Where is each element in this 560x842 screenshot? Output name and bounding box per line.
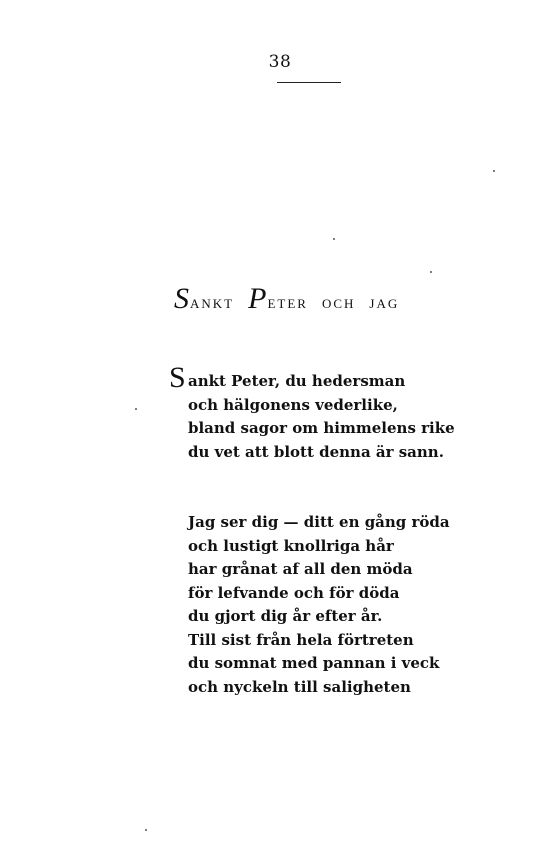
poem-title: [174, 284, 399, 314]
scan-speck: [333, 238, 335, 240]
scan-speck: [145, 829, 147, 831]
page-number: 38: [268, 52, 292, 72]
poem-line: och lustigt knollriga hår: [188, 536, 394, 555]
poem-line: [169, 361, 455, 394]
header-rule: [277, 82, 341, 83]
title-initial-p: P: [248, 282, 267, 315]
poem-line: och nyckeln till saligheten: [188, 677, 411, 696]
scan-speck: [135, 408, 137, 410]
scan-speck: [493, 170, 495, 172]
poem-line: du vet att blott denna är sann.: [188, 442, 444, 461]
poem-line: du somnat med pannan i veck: [188, 654, 440, 672]
title-word-sankt: ANKT: [190, 296, 235, 311]
poem-line: Till sist från hela förtreten: [188, 630, 414, 649]
stanza-1: [169, 361, 455, 464]
poem-line: för lefvande och för döda: [188, 583, 400, 602]
title-word-peter: ETER: [267, 296, 308, 311]
scan-speck: [430, 271, 432, 273]
poem-line: och hälgonens vederlike,: [188, 395, 398, 414]
title-initial-s: S: [174, 282, 189, 315]
title-word-och: OCH: [321, 296, 356, 311]
poem-line: har grånat af all den möda: [188, 560, 413, 578]
title-word-jag: JAG: [369, 296, 400, 311]
poem-line: bland sagor om himmelens rike: [188, 419, 455, 437]
drop-cap: S: [169, 361, 186, 394]
poem-line-text: ankt Peter, du hedersman: [188, 372, 406, 390]
stanza-2: [188, 511, 450, 699]
poem-line: du gjort dig år efter år.: [188, 607, 383, 625]
poem-line: Jag ser dig — ditt en gång röda: [188, 513, 450, 531]
